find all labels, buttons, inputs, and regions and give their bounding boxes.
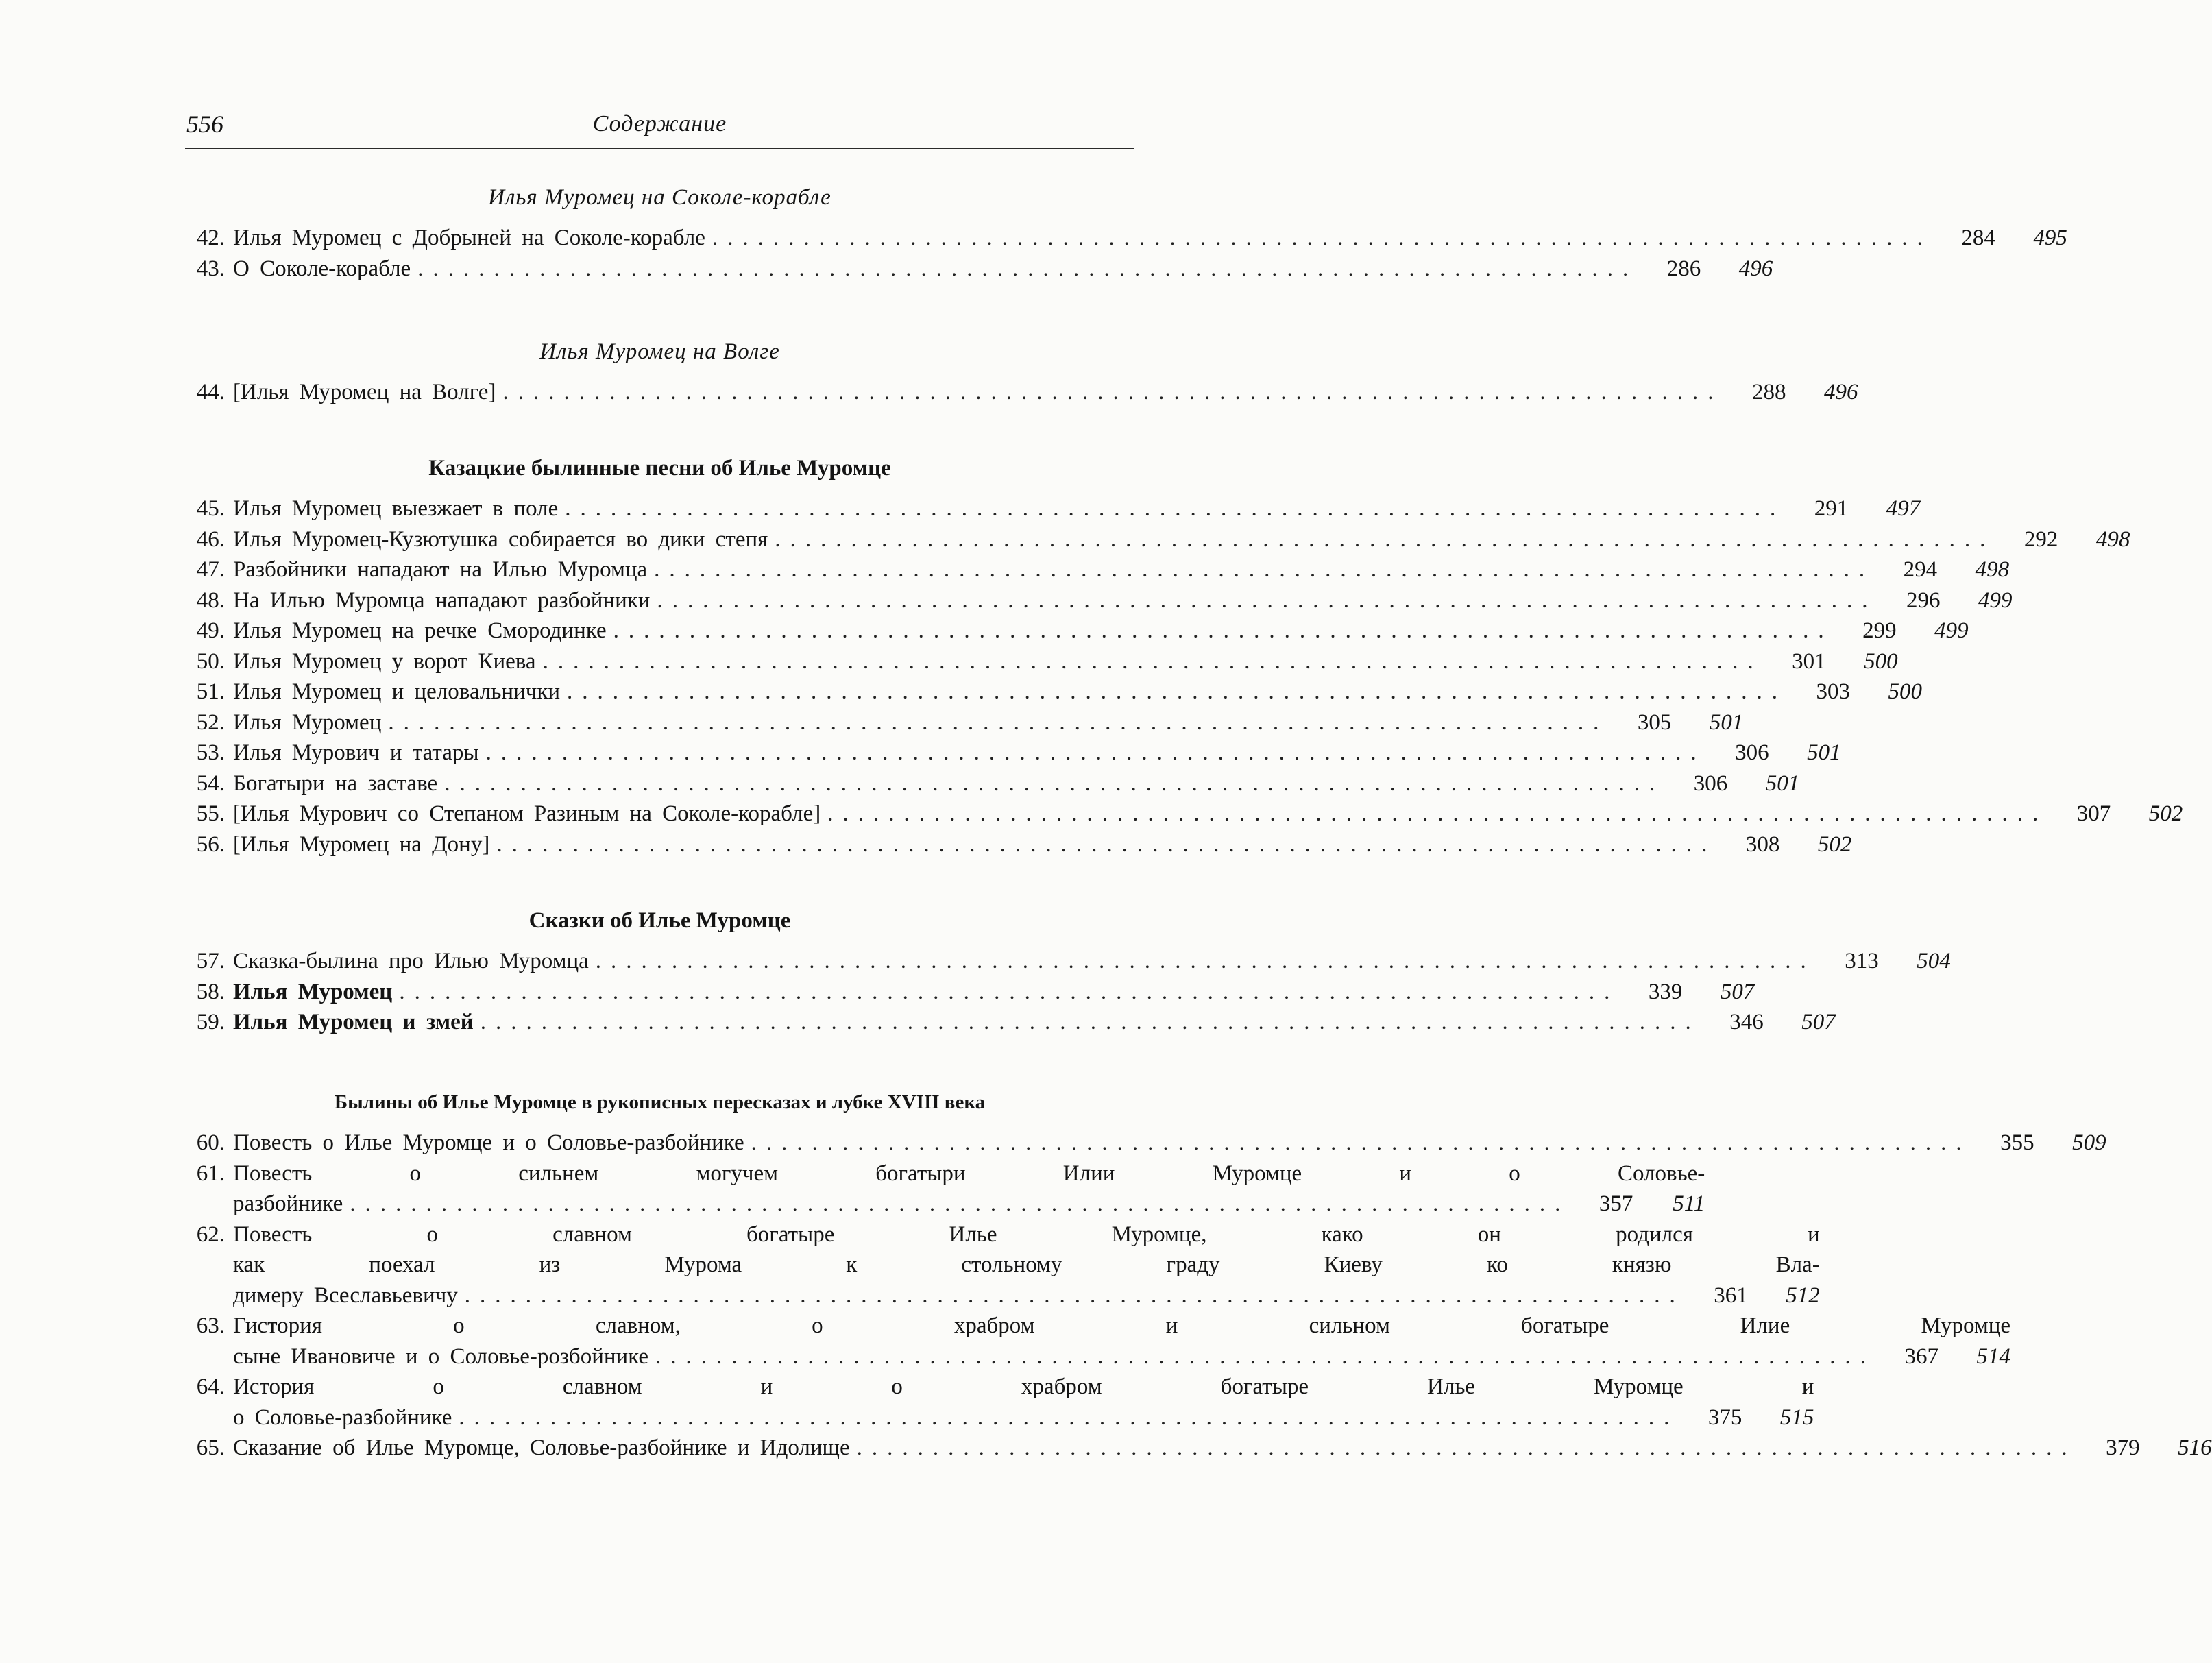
entry-line [233,946,1951,977]
page-ref: 296 [1906,587,1941,613]
entry-number: 63. [196,1313,225,1338]
entry-title: [Илья Муромец на Волге] [233,380,496,404]
entry-line [233,799,2183,829]
comment-page-ref: 498 [1975,557,2010,582]
comment-page-ref: 496 [1823,380,1858,404]
toc-section [185,336,1858,408]
dot-leader: ................................................................................ [712,226,1932,250]
entry-line [233,1311,2010,1342]
dot-leader: ................................................................................ [399,979,1620,1004]
entry-line [233,1128,2106,1158]
entry-line [233,223,2067,254]
entry-title: Сказка-былина про Илью Муромца [233,949,589,973]
entry-line [233,646,1898,677]
dot-leader: ................................................................................ [496,832,1717,857]
dot-leader: ................................................................................ [595,949,1816,973]
entry-title: Сказание об Илье Муромце, Соловье-разбойнике и Идолище [233,1435,850,1460]
entry-number: 57. [196,949,225,973]
comment-page-ref: 495 [2033,226,2067,250]
toc-entry[interactable] [185,707,1744,738]
dot-leader: ................................................................................ [388,709,1609,735]
running-head [185,110,1134,151]
comment-page-ref: 516 [2178,1435,2212,1460]
entry-body [233,1372,1814,1433]
dot-leader: ................................................................................ [565,496,1786,521]
entry-title: о Соловье-разбойнике [233,1405,452,1430]
dot-leader: ................................................................................ [444,770,1665,796]
page-ref: 375 [1707,1405,1742,1430]
dot-leader: ................................................................................ [464,1283,1685,1308]
page-ref: 379 [2106,1435,2140,1460]
entry-number: 52. [196,709,225,735]
entry-title: На Илью Муромца нападают разбойники [233,587,651,613]
page-ref: 303 [1816,679,1851,704]
entry-line [233,1372,1814,1403]
comment-page-ref: 500 [1864,648,1898,674]
comment-page-ref: 507 [1720,979,1755,1004]
entry-body [233,799,2183,829]
entry-line [233,1250,1820,1280]
page-ref: 292 [2023,526,2058,552]
entry-body [233,377,1858,408]
entry-line [233,829,1851,860]
comment-page-ref: 497 [1886,496,1921,521]
entries-list [185,494,2183,860]
entry-line [233,616,1969,646]
entry-body [233,1311,2010,1372]
entry-number: 56. [196,832,225,857]
section-title: Сказки об Илье Муромце [528,908,791,933]
page-ref: 301 [1792,648,1826,674]
entry-title: Илья Муромец [233,709,382,735]
running-title: Содержание [592,111,727,136]
entry-body [233,254,1773,284]
dot-leader: ................................................................................ [856,1435,2077,1460]
comment-page-ref: 500 [1888,679,1923,704]
entry-body [233,555,2009,585]
entry-number: 51. [196,679,225,704]
comment-page-ref: 512 [1786,1283,1820,1308]
entry-line [233,1189,1705,1219]
entry-body [233,829,1851,860]
entries-list [185,377,1858,408]
entry-line [233,977,1754,1008]
entry-title: Разбойники нападают на Илью Муромца [233,557,648,582]
dot-leader: ................................................................................ [775,526,1995,552]
toc-entry[interactable] [185,977,1755,1008]
entry-body [233,1433,2212,1464]
entry-number: 64. [196,1374,225,1399]
entry-title: Повесть о Илье Муромце и о Соловье-разбойнике [233,1130,744,1155]
toc-section [185,452,2183,860]
dot-leader: ................................................................................ [655,1344,1876,1369]
entry-line [233,1280,1820,1311]
entry-line [233,585,2012,616]
toc-entry[interactable] [185,254,1773,284]
toc-entry[interactable] [185,799,2183,829]
entry-title: Илья Муромец с Добрыней на Соколе-корабле [233,226,705,250]
toc-entry[interactable] [185,1372,1814,1433]
entry-title: как поехал из Мурома к стольному граду Киеву ко князю Вла- [233,1252,1820,1277]
toc-entry[interactable] [185,1128,2106,1158]
entry-title: Илья Муромец [233,979,393,1004]
toc-entry[interactable] [185,223,2067,254]
dot-leader: ................................................................................ [502,380,1723,404]
entry-title: димеру Всеславьевичу [233,1283,458,1308]
entries-list [185,946,1951,1038]
comment-page-ref: 499 [1978,587,2013,613]
toc-entry[interactable] [185,524,2130,555]
entry-body [233,768,1799,799]
dot-leader: ................................................................................ [485,740,1706,765]
entry-line [233,377,1858,408]
entry-number: 61. [196,1161,225,1186]
page-ref: 294 [1903,557,1938,582]
toc-entry[interactable] [185,677,1923,707]
entry-body [233,646,1898,677]
page-ref: 346 [1729,1010,1764,1034]
entry-title: История о славном и о храбром богатыре Илье Муромце и [233,1374,1814,1399]
page-ref: 361 [1714,1283,1748,1308]
entry-body [233,738,1841,768]
entry-title: [Илья Мурович со Степаном Разиным на Соколе-корабле] [233,801,821,826]
header-rule [185,148,1134,149]
entry-body [233,977,1754,1008]
entry-number: 48. [196,587,225,613]
toc-entry[interactable] [185,1311,2011,1372]
entry-title: Илья Муромец выезжает в поле [233,496,559,521]
page-ref: 308 [1745,832,1780,857]
dot-leader: ................................................................................ [350,1191,1570,1216]
entry-line [233,254,1773,284]
entry-number: 49. [196,618,225,643]
page-ref: 357 [1599,1191,1633,1216]
entry-title: Илья Мурович и татары [233,740,479,765]
page-ref: 284 [1961,226,1995,250]
dot-leader: ................................................................................ [657,587,1877,613]
entry-number: 47. [196,557,225,582]
comment-page-ref: 501 [1765,770,1800,796]
entry-number: 45. [196,496,225,521]
entry-title: Илья Муромец у ворот Киева [233,648,536,674]
entry-line [233,1403,1814,1433]
entry-body [233,1128,2106,1158]
page-ref: 367 [1904,1344,1939,1369]
entry-title: Повесть о сильнем могучем богатыри Илии Муромце и о Соловье- [233,1161,1705,1186]
comment-page-ref: 514 [1976,1344,2011,1369]
toc-entry[interactable] [185,1433,2212,1464]
entry-body [233,946,1951,977]
dot-leader: ................................................................................ [613,618,1834,643]
entry-number: 65. [196,1435,225,1460]
section-title: Казацкие былинные песни об Илье Муромце [428,456,891,481]
page-ref: 355 [2000,1130,2034,1155]
dot-leader: ................................................................................ [827,801,2048,826]
entry-body [233,616,1969,646]
entry-title: О Соколе-корабле [233,256,411,281]
entry-title: Илья Муромец и змей [233,1010,474,1034]
section-title: Былины об Илье Муромце в рукописных пересказах и лубке XVIII века [334,1091,986,1113]
entry-title: Повесть о славном богатыре Илье Муромце, како он родился и [233,1222,1820,1247]
entry-line [233,707,1743,738]
section-title: Илья Муромец на Соколе-корабле [488,185,831,210]
page-ref: 339 [1648,979,1683,1004]
comment-page-ref: 504 [1917,949,1951,973]
entry-number: 53. [196,740,225,765]
toc-section [185,182,2067,284]
entry-number: 44. [196,380,225,404]
entry-body [233,1007,1836,1038]
toc-entry[interactable] [185,1219,1820,1311]
dot-leader: ................................................................................ [542,648,1763,674]
entry-body [233,677,1922,707]
comment-page-ref: 515 [1779,1405,1814,1430]
entry-title: Гистория о славном, о храбром и сильном богатыре Илие Муромце [233,1313,2011,1338]
entry-body [233,1158,1705,1219]
entry-title: Илья Муромец и целовальнички [233,679,561,704]
toc-entry[interactable] [185,768,1800,799]
entries-list [185,1128,2212,1464]
entry-number: 62. [196,1222,225,1247]
toc-entry[interactable] [185,646,1898,677]
entry-body [233,524,2130,555]
comment-page-ref: 511 [1673,1191,1705,1216]
comment-page-ref: 499 [1934,618,1969,643]
entry-title: сыне Ивановиче и о Соловье-розбойнике [233,1344,649,1369]
toc-section [185,905,1951,1038]
dot-leader: ................................................................................ [654,557,1875,582]
comment-page-ref: 507 [1801,1010,1836,1034]
entry-line [233,524,2130,555]
section-title: Илья Муромец на Волге [539,339,780,364]
entry-body [233,1219,1820,1311]
comment-page-ref: 496 [1738,256,1773,281]
entries-list [185,223,2067,284]
entry-number: 46. [196,526,225,552]
toc-entry[interactable] [185,1007,1836,1038]
dot-leader: ................................................................................ [417,256,1638,281]
page-ref: 306 [1735,740,1769,765]
dot-leader: ................................................................................ [480,1010,1701,1034]
page-ref: 288 [1751,380,1786,404]
comment-page-ref: 501 [1807,740,1841,765]
toc-section [185,1087,2212,1464]
entry-line [233,1219,1820,1250]
page-ref: 307 [2076,801,2111,826]
entry-number: 59. [196,1010,225,1034]
page-ref: 291 [1814,496,1849,521]
entry-line [233,1433,2212,1464]
page-ref: 286 [1666,256,1701,281]
entry-line [233,555,2009,585]
comment-page-ref: 502 [2148,801,2183,826]
entry-title: разбойнике [233,1191,343,1216]
entry-body [233,494,1920,524]
page-ref: 305 [1637,709,1672,735]
dot-leader: ................................................................................ [567,679,1788,704]
comment-page-ref: 502 [1817,832,1852,857]
toc-entry[interactable] [185,494,1921,524]
entry-number: 43. [196,256,225,281]
toc-entry[interactable] [185,377,1858,408]
entry-body [233,223,2067,254]
entry-number: 50. [196,648,225,674]
entry-line [233,1007,1836,1038]
dot-leader: ................................................................................ [459,1405,1679,1430]
page-number: 556 [186,110,223,138]
toc-entry[interactable] [185,946,1951,977]
entry-number: 54. [196,770,225,796]
entry-number: 55. [196,801,225,826]
entry-line [233,1342,2010,1372]
entry-number: 60. [196,1130,225,1155]
comment-page-ref: 501 [1709,709,1744,735]
entry-title: Илья Муромец-Кузютушка собирается во дики степя [233,526,768,552]
entry-line [233,677,1922,707]
entry-line [233,1158,1705,1189]
toc-entry[interactable] [185,555,2010,585]
page-ref: 313 [1845,949,1879,973]
entry-title: Богатыри на заставе [233,770,438,796]
toc-entry[interactable] [185,738,1841,768]
entry-body [233,585,2012,616]
entry-title: [Илья Муромец на Дону] [233,832,490,857]
toc-entry[interactable] [185,616,1969,646]
comment-page-ref: 498 [2095,526,2130,552]
page-ref: 299 [1862,618,1897,643]
toc-entry[interactable] [185,585,2013,616]
entry-body [233,707,1743,738]
comment-page-ref: 509 [2072,1130,2106,1155]
page-ref: 306 [1693,770,1728,796]
dot-leader: ................................................................................ [751,1130,1971,1155]
entry-line [233,768,1799,799]
entry-line [233,738,1841,768]
entry-number: 58. [196,979,225,1004]
entry-number: 42. [196,226,225,250]
toc-entry[interactable] [185,829,1852,860]
entry-line [233,494,1920,524]
entry-title: Илья Муромец на речке Смородинке [233,618,607,643]
toc-entry[interactable] [185,1158,1705,1219]
